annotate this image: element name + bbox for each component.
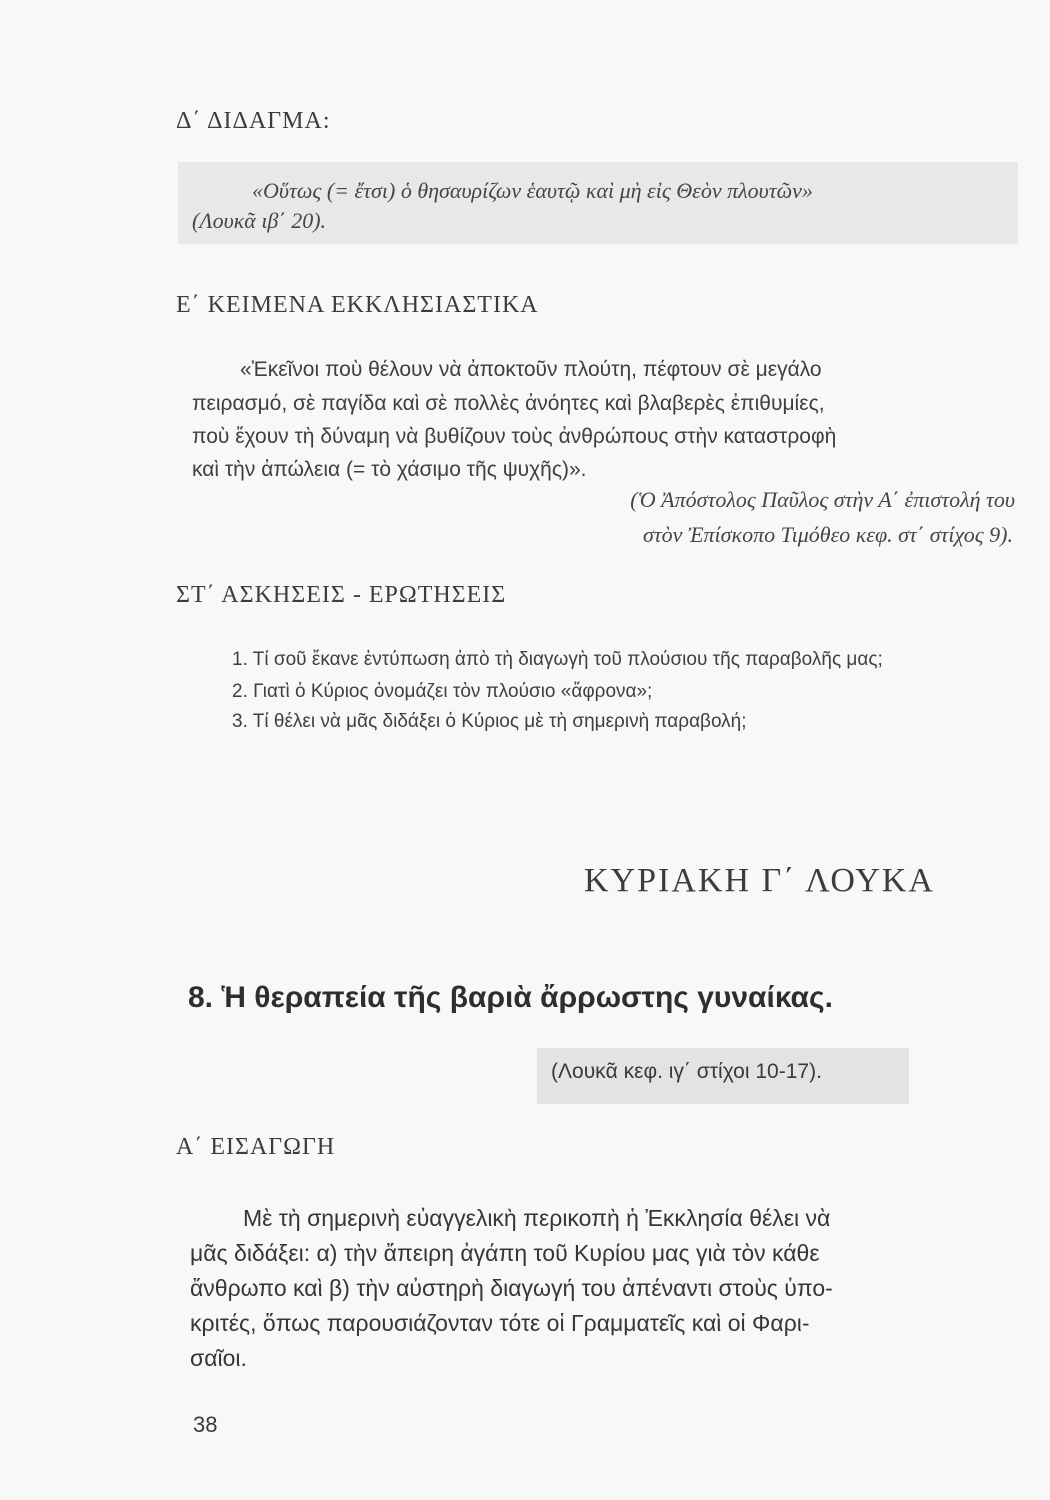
- page-number: 38: [193, 1412, 218, 1437]
- quote-line-2: (Λουκᾶ ιβ΄ 20).: [192, 208, 327, 233]
- citation-line-1: (Ὁ Ἀπόστολος Παῦλος στὴν Α΄ ἐπιστολή του: [630, 487, 1015, 512]
- text-line: ποὺ ἔχουν τὴ δύναμη νὰ βυθίζουν τοὺς ἀνθρώπους στὴν καταστροφὴ: [192, 425, 837, 448]
- quote-line-1: «Οὕτως (= ἔτσι) ὁ θησαυρίζων ἑαυτῷ καὶ μὴ εἰς Θεὸν πλουτῶν»: [252, 178, 813, 203]
- citation-line-2: στὸν Ἐπίσκοπο Τιμόθεο κεφ. στ΄ στίχος 9).: [642, 522, 1013, 547]
- lesson-title: 8. Ἡ θεραπεία τῆς βαριὰ ἄρρωστης γυναίκας.: [188, 981, 833, 1014]
- question-item: 3. Τί θέλει νὰ μᾶς διδάξει ὁ Κύριος μὲ τὴ σημερινὴ παραβολή;: [232, 711, 747, 732]
- section-d-heading: Δ΄ ΔΙΔΑΓΜΑ:: [176, 108, 331, 134]
- section-e-heading: Ε΄ ΚΕΙΜΕΝΑ ΕΚΚΛΗΣΙΑΣΤΙΚΑ: [176, 292, 539, 318]
- lesson-reference: (Λουκᾶ κεφ. ιγ΄ στίχοι 10-17).: [551, 1060, 822, 1083]
- section-a-heading: Α΄ ΕΙΣΑΓΩΓΗ: [176, 1134, 336, 1160]
- question-item: 2. Γιατὶ ὁ Κύριος ὀνομάζει τὸν πλούσιο «ἄφρονα»;: [232, 681, 653, 702]
- text-line: καὶ τὴν ἀπώλεια (= τὸ χάσιμο τῆς ψυχῆς)».: [192, 458, 587, 481]
- text-line: «Ἐκεῖνοι ποὺ θέλουν νὰ ἀποκτοῦν πλούτη, πέφτουν σὲ μεγάλο: [240, 358, 822, 381]
- section-st-heading: ΣΤ΄ ΑΣΚΗΣΕΙΣ - ΕΡΩΤΗΣΕΙΣ: [176, 582, 507, 608]
- intro-line: Μὲ τὴ σημερινὴ εὐαγγελικὴ περικοπὴ ἡ Ἐκκλησία θέλει νὰ: [243, 1205, 831, 1231]
- intro-line: ἄνθρωπο καὶ β) τὴν αὐστηρὴ διαγωγή του ἀπέναντι στοὺς ὑπο-: [190, 1275, 833, 1301]
- sunday-title: ΚΥΡΙΑΚΗ Γ΄ ΛΟΥΚΑ: [584, 862, 935, 899]
- intro-line: σαῖοι.: [190, 1345, 247, 1371]
- intro-line: κριτές, ὅπως παρουσιάζονταν τότε οἱ Γραμματεῖς καὶ οἱ Φαρι-: [190, 1310, 810, 1336]
- intro-line: μᾶς διδάξει: α) τὴν ἄπειρη ἀγάπη τοῦ Κυρίου μας γιὰ τὸν κάθε: [190, 1240, 820, 1266]
- question-item: 1. Τί σοῦ ἔκανε ἐντύπωση ἀπὸ τὴ διαγωγὴ τοῦ πλούσιου τῆς παραβολῆς μας;: [232, 649, 883, 670]
- text-line: πειρασμό, σὲ παγίδα καὶ σὲ πολλὲς ἀνόητες καὶ βλαβερὲς ἐπιθυμίες,: [192, 392, 825, 415]
